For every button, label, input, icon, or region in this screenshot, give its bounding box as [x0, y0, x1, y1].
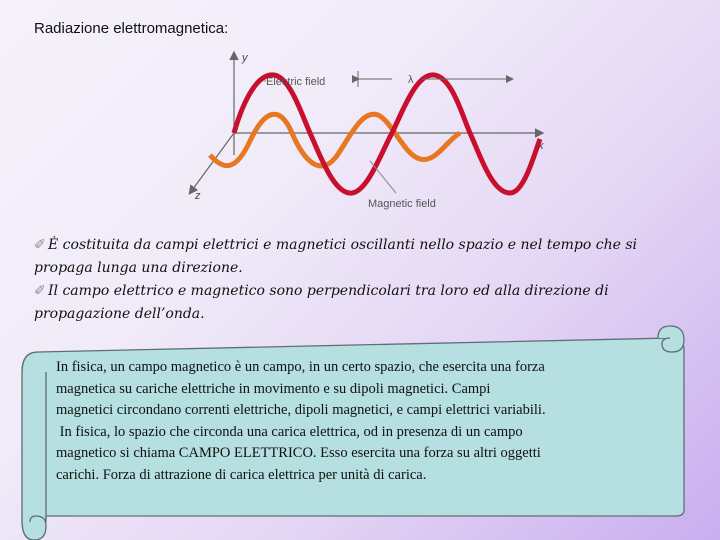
slide-title: Radiazione elettromagnetica:	[34, 20, 229, 37]
scroll-line: In fisica, un campo magnetico è un campo, in un certo spazio, che esercita una forza	[56, 359, 545, 375]
bullet-icon: ✐	[34, 237, 46, 253]
scroll-line: carichi. Forza di attrazione di carica elettrica per unità di carica.	[56, 466, 427, 483]
bullet-icon: ✐	[34, 283, 46, 299]
axis-z-label: z	[195, 190, 201, 202]
bullet-text: È costituita da campi elettrici e magnetici oscillanti nello spazio e nel tempo che si propaga lunga una direzione.	[34, 237, 638, 276]
axis-x-label: x	[538, 140, 544, 152]
scroll-text	[56, 357, 671, 486]
scroll-line: magnetico si chiama CAMPO ELETTRICO. Esso esercita una forza su altri oggetti	[56, 445, 541, 461]
wavelength-symbol: λ	[408, 74, 414, 86]
bullet-text: Il campo elettrico e magnetico sono perpendicolari tra loro ed alla direzione di propagazione dell’onda.	[34, 283, 609, 322]
scroll-line: magnetici circondano correnti elettriche, dipoli magnetici, e campi elettrici variabili.	[56, 402, 546, 418]
axis-y-label: y	[242, 52, 248, 64]
scroll-line: In fisica, lo spazio che circonda una carica elettrica, od in presenza di un campo	[56, 423, 523, 440]
scroll-line: magnetica su cariche elettriche in movimento e su dipoli magnetici. Campi	[56, 380, 491, 397]
magnetic-field-label: Magnetic field	[368, 198, 436, 210]
electric-field-label: Electric field	[266, 76, 326, 88]
